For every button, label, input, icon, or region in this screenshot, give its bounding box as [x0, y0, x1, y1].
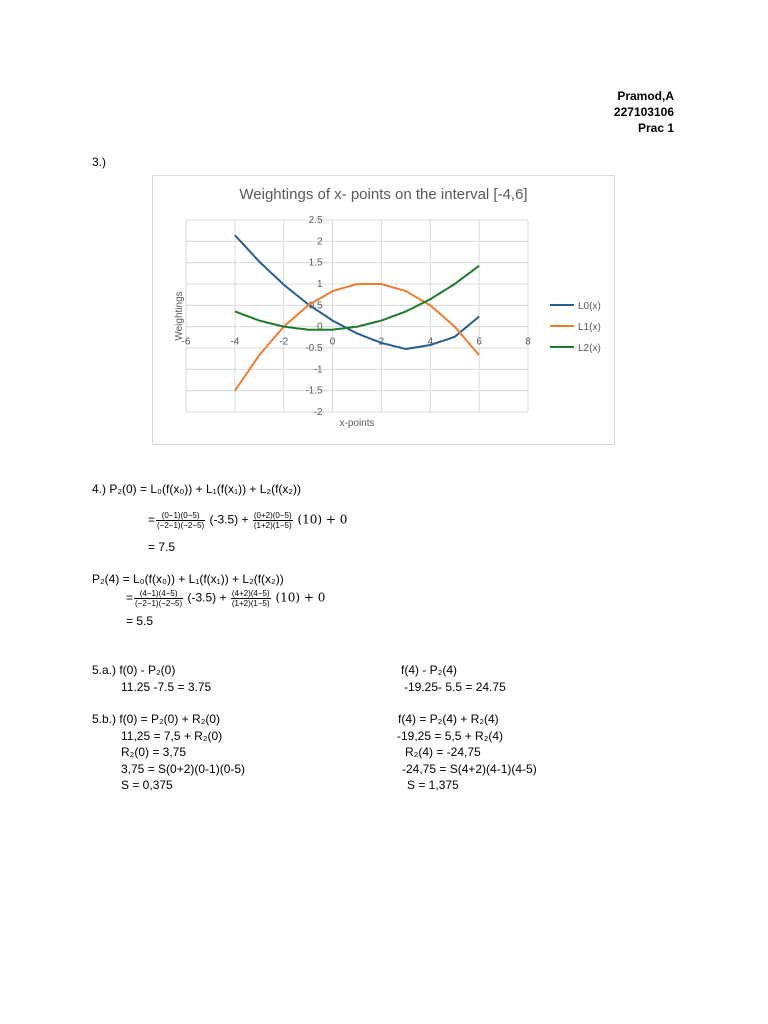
q5b-right-line-2: -19,25 = 5,5 + R₂(4): [397, 729, 504, 743]
q4-lagrange-expansion-4: = $\frac{(4-1)(4-5)}{(-2-1)(-2-5)}$ (-3.5) + $\frac{(4+2)(4-5)}{(1+2)(1-5)}$ (10) + 0: [126, 589, 326, 608]
q5b-left-line-1: 5.b.) f(0) = P₂(0) + R₂(0): [92, 712, 221, 726]
fraction-l0-at-4: $\frac{(4-1)(4-5)}{(-2-1)(-2-5)}$: [135, 589, 183, 608]
x-tick-label: 0: [329, 336, 336, 348]
q5b-right-line-1: f(4) = P₂(4) + R₂(4): [398, 712, 499, 726]
x-axis-label: x-points: [339, 418, 375, 429]
y-tick-label: 2: [317, 236, 323, 248]
q4-result-0: = 7.5: [148, 540, 176, 554]
q5b-right-line-3: R₂(4) = -24,75: [405, 745, 481, 759]
chart-plot: [153, 176, 614, 444]
q5a-right-line-1: f(4) - P₂(4): [401, 663, 457, 677]
q4-equation-p2-4: P₂(4) = L₀(f(x₀)) + L₁(f(x₁)) + L₂(f(x₂)): [92, 572, 284, 586]
student-id: 227103106: [613, 105, 674, 119]
q5b-left-line-2: 11,25 = 7,5 + R₂(0): [121, 729, 223, 743]
y-tick-label: -1: [313, 364, 323, 376]
question-3-label: 3.): [92, 155, 107, 169]
legend-label: L1(x): [578, 322, 601, 333]
x-tick-label: -6: [181, 336, 191, 348]
x-tick-label: 4: [427, 336, 434, 348]
q5b-right-line-4: -24,75 = S(4+2)(4-1)(4-5): [402, 762, 537, 776]
q5a-left-line-1: 5.a.) f(0) - P₂(0): [92, 663, 176, 677]
q4-result-4: = 5.5: [126, 614, 154, 628]
q5b-left-line-3: R₂(0) = 3,75: [121, 745, 187, 759]
y-tick-label: -1.5: [305, 385, 323, 397]
y-tick-label: 1.5: [308, 257, 323, 269]
legend-label: L0(x): [578, 301, 601, 312]
y-tick-label: -2: [313, 407, 323, 418]
series-line-l2x: [235, 266, 479, 330]
prac-label: Prac 1: [637, 121, 674, 135]
q4-lagrange-expansion-0: = $\frac{(0-1)(0-5)}{(-2-1)(-2-5)}$ (-3.5) + $\frac{(0+2)(0-5)}{(1+2)(1-5)}$ (10) + 0: [148, 511, 348, 530]
x-tick-label: -2: [279, 336, 289, 348]
y-tick-label: 0: [317, 321, 323, 333]
x-tick-label: -4: [230, 336, 240, 348]
q5a-left-line-2: 11.25 -7.5 = 3.75: [121, 680, 212, 694]
y-tick-label: 1: [317, 279, 323, 290]
q5a-right-line-2: -19.25- 5.5 = 24.75: [404, 680, 506, 694]
fraction-l0-at-0: $\frac{(0-1)(0-5)}{(-2-1)(-2-5)}$: [157, 511, 205, 530]
series-line-l1x: [235, 284, 479, 391]
y-tick-label: -0.5: [305, 343, 323, 354]
q5b-right-line-5: S = 1,375: [407, 778, 459, 792]
q4-equation-p2-0: 4.) P₂(0) = L₀(f(x₀)) + L₁(f(x₁)) + L₂(f(x₂)): [92, 482, 302, 496]
q5b-left-line-5: S = 0,375: [121, 778, 173, 792]
q5b-left-line-4: 3,75 = S(0+2)(0-1)(0-5): [121, 762, 246, 776]
x-tick-label: 2: [378, 336, 385, 348]
y-axis-label: Weightings: [174, 291, 185, 341]
legend-label: L2(x): [578, 343, 601, 354]
chart-title: Weightings of x- points on the interval [-4,6]: [239, 186, 528, 203]
author-name: Pramod,A: [617, 89, 674, 103]
y-tick-label: 0.5: [308, 300, 323, 312]
x-tick-label: 6: [476, 336, 482, 348]
fraction-l1-at-0: $\frac{(0+2)(0-5)}{(1+2)(1-5)}$: [253, 511, 292, 530]
x-tick-label: 8: [525, 336, 531, 348]
fraction-l1-at-4: $\frac{(4+2)(4-5)}{(1+2)(1-5)}$: [231, 589, 270, 608]
chart-container: [152, 175, 615, 445]
y-tick-label: 2.5: [308, 215, 323, 226]
